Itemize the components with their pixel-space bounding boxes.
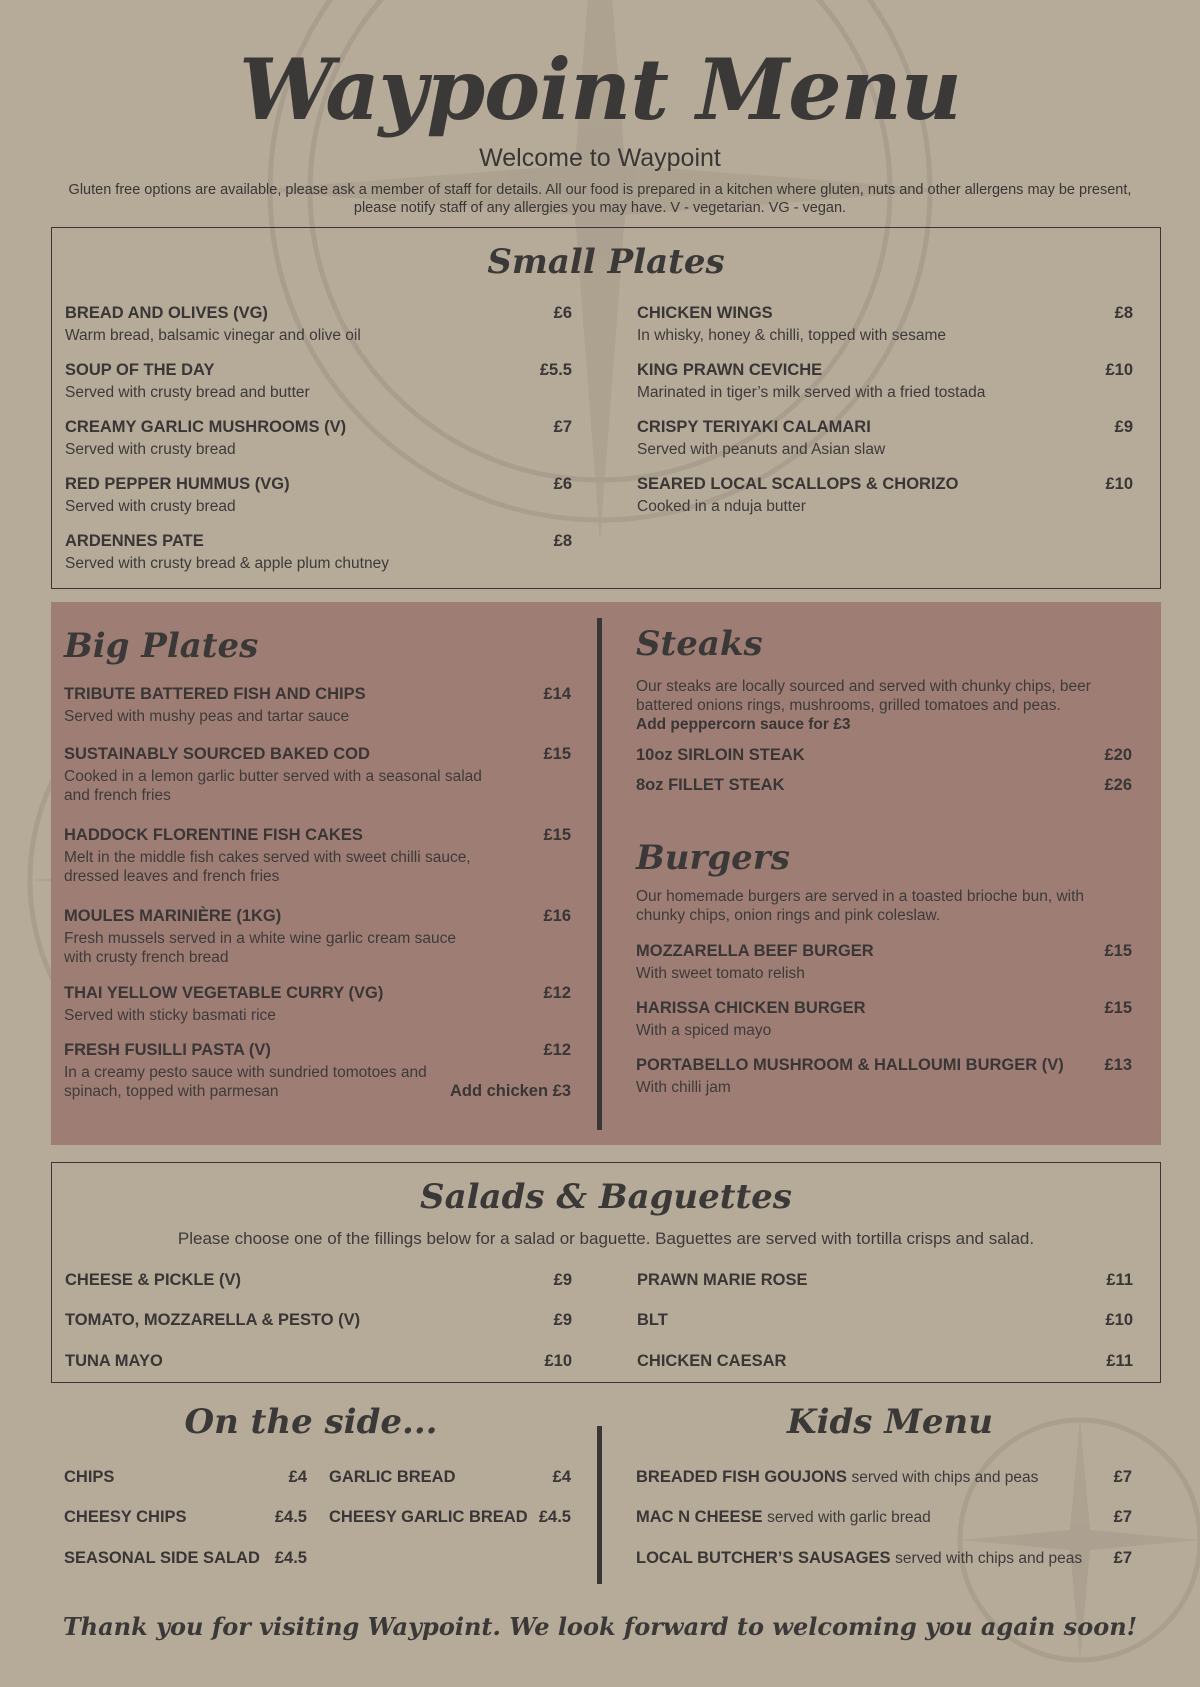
menu-item xyxy=(65,1271,572,1290)
menu-item xyxy=(637,304,1133,345)
item-price: £8 xyxy=(1114,304,1133,322)
menu-item xyxy=(64,826,571,886)
item-price: £12 xyxy=(543,1041,571,1059)
menu-item xyxy=(64,685,571,726)
item-name: BREAD AND OLIVES (VG) xyxy=(65,304,268,322)
item-name: MOZZARELLA BEEF BURGER xyxy=(636,942,874,960)
item-price: £4.5 xyxy=(538,1508,571,1526)
salads-title: Salads & Baguettes xyxy=(420,1177,792,1217)
item-name: SOUP OF THE DAY xyxy=(65,361,215,379)
menu-item xyxy=(64,1508,307,1527)
item-description: Served with crusty bread xyxy=(65,498,236,515)
item-description: In a creamy pesto sauce with sundried tomotoes and spinach, topped with parmesan xyxy=(64,1064,427,1100)
burgers-title: Burgers xyxy=(636,838,790,878)
menu-item xyxy=(65,418,572,459)
mains-divider xyxy=(597,618,602,1130)
item-description: Served with peanuts and Asian slaw xyxy=(637,441,886,458)
item-description: Melt in the middle fish cakes served with sweet chilli sauce, dressed leaves and french fries xyxy=(64,849,471,885)
item-name: PORTABELLO MUSHROOM & HALLOUMI BURGER (V) xyxy=(636,1056,1064,1074)
menu-item xyxy=(65,1352,572,1371)
item-name: HADDOCK FLORENTINE FISH CAKES xyxy=(64,826,363,844)
item-name: BREADED FISH GOUJONS xyxy=(636,1468,847,1486)
item-description: Served with crusty bread xyxy=(65,441,236,458)
item-description: Fresh mussels served in a white wine garlic cream sauce with crusty french bread xyxy=(64,930,456,966)
menu-item xyxy=(636,1056,1132,1097)
item-description: In whisky, honey & chilli, topped with sesame xyxy=(637,327,947,344)
menu-item xyxy=(64,1549,307,1568)
menu-item xyxy=(65,304,572,345)
item-name: CREAMY GARLIC MUSHROOMS (V) xyxy=(65,418,347,436)
item-name: RED PEPPER HUMMUS (VG) xyxy=(65,475,290,493)
item-price: £6 xyxy=(553,304,572,322)
menu-item xyxy=(637,1311,1133,1330)
menu-title: Waypoint Menu xyxy=(239,40,961,139)
item-name: BLT xyxy=(637,1311,668,1329)
item-price: £15 xyxy=(1104,999,1132,1017)
item-description: served with garlic bread xyxy=(767,1509,931,1526)
item-price: £5.5 xyxy=(539,361,572,379)
item-price: £6 xyxy=(553,475,572,493)
item-name: CRISPY TERIYAKI CALAMARI xyxy=(637,418,871,436)
item-price: £15 xyxy=(543,745,571,763)
kids-title: Kids Menu xyxy=(787,1402,993,1442)
menu-item xyxy=(637,361,1133,402)
item-price: £15 xyxy=(543,826,571,844)
menu-item xyxy=(329,1508,571,1527)
menu-item xyxy=(636,942,1132,983)
item-name: PRAWN MARIE ROSE xyxy=(637,1271,808,1289)
item-price: £16 xyxy=(543,907,571,925)
steaks-note xyxy=(636,677,1136,734)
menu-item xyxy=(636,999,1132,1040)
item-price: £9 xyxy=(1114,418,1133,436)
menu-item xyxy=(636,1549,1132,1568)
item-price: £7 xyxy=(1113,1468,1132,1486)
item-price: £7 xyxy=(1113,1549,1132,1567)
item-name: CHICKEN WINGS xyxy=(637,304,773,322)
menu-item xyxy=(64,907,571,967)
item-price: £26 xyxy=(1104,776,1132,794)
item-name: LOCAL BUTCHER’S SAUSAGES xyxy=(636,1549,891,1567)
item-name: CHICKEN CAESAR xyxy=(637,1352,787,1370)
item-price: £8 xyxy=(553,532,572,550)
item-name: ARDENNES PATE xyxy=(65,532,204,550)
item-price: £11 xyxy=(1106,1352,1133,1370)
menu-item xyxy=(329,1468,571,1487)
item-description: With chilli jam xyxy=(636,1079,731,1096)
item-price: £10 xyxy=(1105,475,1133,493)
item-price: £13 xyxy=(1104,1056,1132,1074)
item-description: served with chips and peas xyxy=(851,1469,1039,1486)
item-price: £12 xyxy=(543,984,571,1002)
item-name: HARISSA CHICKEN BURGER xyxy=(636,999,866,1017)
item-price: £15 xyxy=(1104,942,1132,960)
small-plates-title: Small Plates xyxy=(487,242,725,282)
item-price: £10 xyxy=(544,1352,572,1370)
bottom-divider xyxy=(597,1426,602,1584)
welcome-heading: Welcome to Waypoint xyxy=(479,144,721,172)
item-description: Served with crusty bread and butter xyxy=(65,384,310,401)
burgers-note: Our homemade burgers are served in a toasted brioche bun, with chunky chips, onion rings and pink coleslaw. xyxy=(636,888,1085,924)
item-price: £9 xyxy=(553,1271,572,1289)
item-description: Marinated in tiger’s milk served with a fried tostada xyxy=(637,384,986,401)
menu-item xyxy=(636,1468,1132,1487)
item-description: Warm bread, balsamic vinegar and olive oil xyxy=(65,327,361,344)
footer-message: Thank you for visiting Waypoint. We look forward to welcoming you again soon! xyxy=(62,1612,1138,1641)
item-name: MAC N CHEESE xyxy=(636,1508,763,1526)
item-price: £4 xyxy=(552,1468,571,1486)
steaks-note-addon: Add peppercorn sauce for £3 xyxy=(636,716,851,733)
item-name: 10oz SIRLOIN STEAK xyxy=(636,746,805,764)
item-price: £4.5 xyxy=(274,1508,307,1526)
item-name: MOULES MARINIÈRE (1KG) xyxy=(64,907,282,925)
menu-item xyxy=(636,1508,1132,1527)
steaks-title: Steaks xyxy=(636,624,763,664)
menu-item xyxy=(636,746,1132,765)
item-name: SUSTAINABLY SOURCED BAKED COD xyxy=(64,745,370,763)
steaks-note-text: Our steaks are locally sourced and served with chunky chips, beer battered onions rings, mushrooms, grilled tomatoes and peas. xyxy=(636,678,1091,714)
item-price: £10 xyxy=(1105,361,1133,379)
item-name: THAI YELLOW VEGETABLE CURRY (VG) xyxy=(64,984,384,1002)
item-price: £14 xyxy=(543,685,571,703)
item-addon: Add chicken £3 xyxy=(449,1082,571,1100)
item-price: £4.5 xyxy=(274,1549,307,1567)
item-name: CHEESE & PICKLE (V) xyxy=(65,1271,242,1289)
item-name: KING PRAWN CEVICHE xyxy=(637,361,823,379)
item-description: With a spiced mayo xyxy=(636,1022,772,1039)
item-name: CHIPS xyxy=(64,1468,115,1486)
item-price: £7 xyxy=(1113,1508,1132,1526)
item-name: SEASONAL SIDE SALAD xyxy=(64,1549,260,1567)
item-name: GARLIC BREAD xyxy=(329,1468,456,1486)
salads-section xyxy=(51,1162,1161,1383)
item-description: With sweet tomato relish xyxy=(636,965,805,982)
menu-item xyxy=(637,1352,1133,1371)
menu-item xyxy=(637,418,1133,459)
menu-item xyxy=(65,361,572,402)
item-description: Served with mushy peas and tartar sauce xyxy=(64,708,350,725)
menu-item xyxy=(65,1311,572,1330)
menu-item xyxy=(64,745,571,805)
item-name: FRESH FUSILLI PASTA (V) xyxy=(64,1041,271,1059)
item-price: £9 xyxy=(553,1311,572,1329)
menu-item xyxy=(636,776,1132,795)
item-description: served with chips and peas xyxy=(895,1550,1083,1567)
item-price: £20 xyxy=(1104,746,1132,764)
sides-title: On the side... xyxy=(184,1402,438,1442)
menu-item xyxy=(637,475,1133,516)
salads-note: Please choose one of the fillings below for a salad or baguette. Baguettes are served with tortilla crisps and salad. xyxy=(177,1229,1035,1248)
menu-item xyxy=(64,1041,571,1101)
item-description: Cooked in a lemon garlic butter served with a seasonal salad and french fries xyxy=(64,768,482,804)
menu-item xyxy=(64,984,571,1025)
menu-item xyxy=(64,1468,307,1487)
menu-item xyxy=(637,1271,1133,1290)
item-description: Served with sticky basmati rice xyxy=(64,1007,276,1024)
item-name: TUNA MAYO xyxy=(65,1352,163,1370)
item-name: CHEESY CHIPS xyxy=(64,1508,187,1526)
item-description: Cooked in a nduja butter xyxy=(637,498,806,515)
small-plates-section xyxy=(51,227,1161,589)
item-price: £10 xyxy=(1105,1311,1133,1329)
item-price: £4 xyxy=(288,1468,307,1486)
menu-item xyxy=(65,475,572,516)
menu-item xyxy=(65,532,572,573)
item-name: TRIBUTE BATTERED FISH AND CHIPS xyxy=(64,685,366,703)
item-description: Served with crusty bread & apple plum chutney xyxy=(65,555,389,572)
item-name: SEARED LOCAL SCALLOPS & CHORIZO xyxy=(637,475,959,493)
item-name: CHEESY GARLIC BREAD xyxy=(329,1508,528,1526)
big-plates-title: Big Plates xyxy=(64,626,259,666)
allergen-notice: Gluten free options are available, please ask a member of staff for details. All our food is prepared in a kitchen where gluten, nuts and other allergens may be present, please notify staff of any allergies you may have. V - vegetarian. VG - vegan. xyxy=(68,182,1132,216)
item-price: £11 xyxy=(1106,1271,1133,1289)
item-name: TOMATO, MOZZARELLA & PESTO (V) xyxy=(65,1311,361,1329)
item-name: 8oz FILLET STEAK xyxy=(636,776,785,794)
item-price: £7 xyxy=(553,418,572,436)
